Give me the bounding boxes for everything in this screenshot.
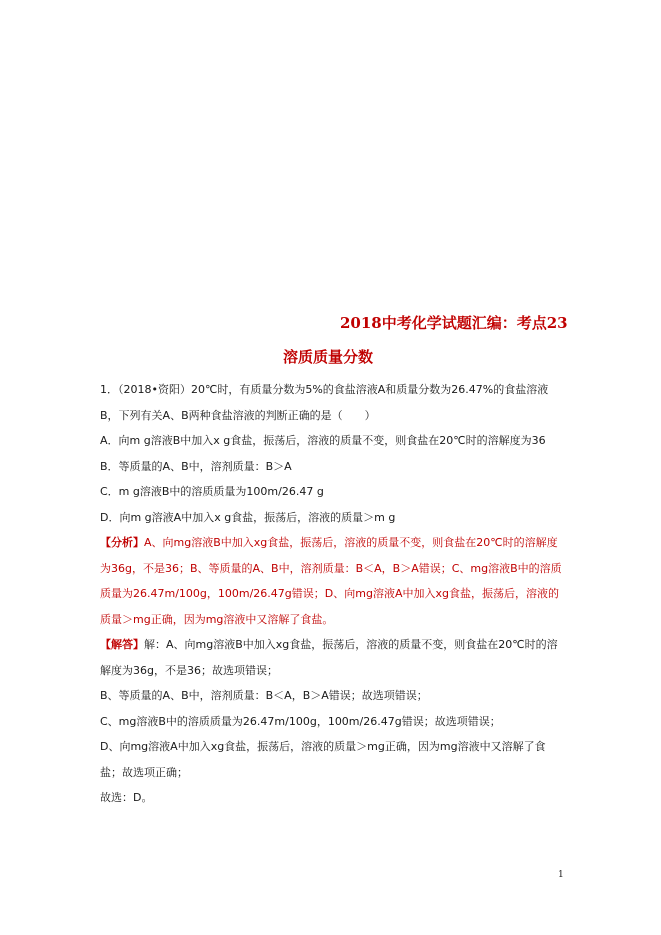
answer-tag: 【解答】: [100, 638, 144, 651]
answer-line-text: 解：A、向mg溶液B中加入xg食盐，振荡后，溶液的质量不变，则食盐在20℃时的溶解度为36g，不是36；故选项错误；: [100, 638, 558, 677]
document-title: 2018中考化学试题汇编：考点23: [340, 314, 568, 332]
analysis-text: A、向mg溶液B中加入xg食盐，振荡后，溶液的质量不变，则食盐在20℃时的溶解度为36g，不是36；B、等质量的A、B中，溶剂质量：B＜A，B＞A错误；C、mg溶液B中的溶质质量为26.47m/100g，100m/26.47g错误；D、向mg溶液A中加入xg食盐，振荡后，溶液的质量＞mg正确，因为mg溶液中又溶解了食盐。: [100, 536, 562, 626]
option-b: B．等质量的A、B中，溶剂质量：B＞A: [100, 459, 292, 473]
analysis-tag: 【分析】: [100, 536, 144, 549]
answer-line: B、等质量的A、B中，溶剂质量：B＜A，B＞A错误；故选项错误；: [100, 689, 428, 702]
answer-line: [100, 632, 565, 683]
document-subtitle: 溶质质量分数: [283, 348, 374, 366]
analysis-paragraph: [100, 530, 565, 632]
question-stem: 1．（2018•资阳）20℃时，有质量分数为5%的食盐溶液A和质量分数为26.47%的食盐溶液B，下列有关A、B两种食盐溶液的判断正确的是（ ）: [100, 383, 549, 422]
document-body: [100, 377, 565, 811]
answer-conclusion: 故选：D。: [100, 791, 153, 804]
page-number: 1: [558, 870, 564, 880]
option-c: C．m g溶液B中的溶质质量为100m/26.47 g: [100, 485, 324, 498]
option-a: A．向m g溶液B中加入x g食盐，振荡后，溶液的质量不变，则食盐在20℃时的溶解度为36: [100, 434, 546, 447]
option-d: D．向m g溶液A中加入x g食盐，振荡后，溶液的质量＞m g: [100, 510, 396, 524]
answer-line: D、向mg溶液A中加入xg食盐，振荡后，溶液的质量＞mg正确，因为mg溶液中又溶解了食盐；故选项正确；: [100, 740, 546, 779]
answer-line: C、mg溶液B中的溶质质量为26.47m/100g，100m/26.47g错误；故选项错误；: [100, 714, 501, 728]
